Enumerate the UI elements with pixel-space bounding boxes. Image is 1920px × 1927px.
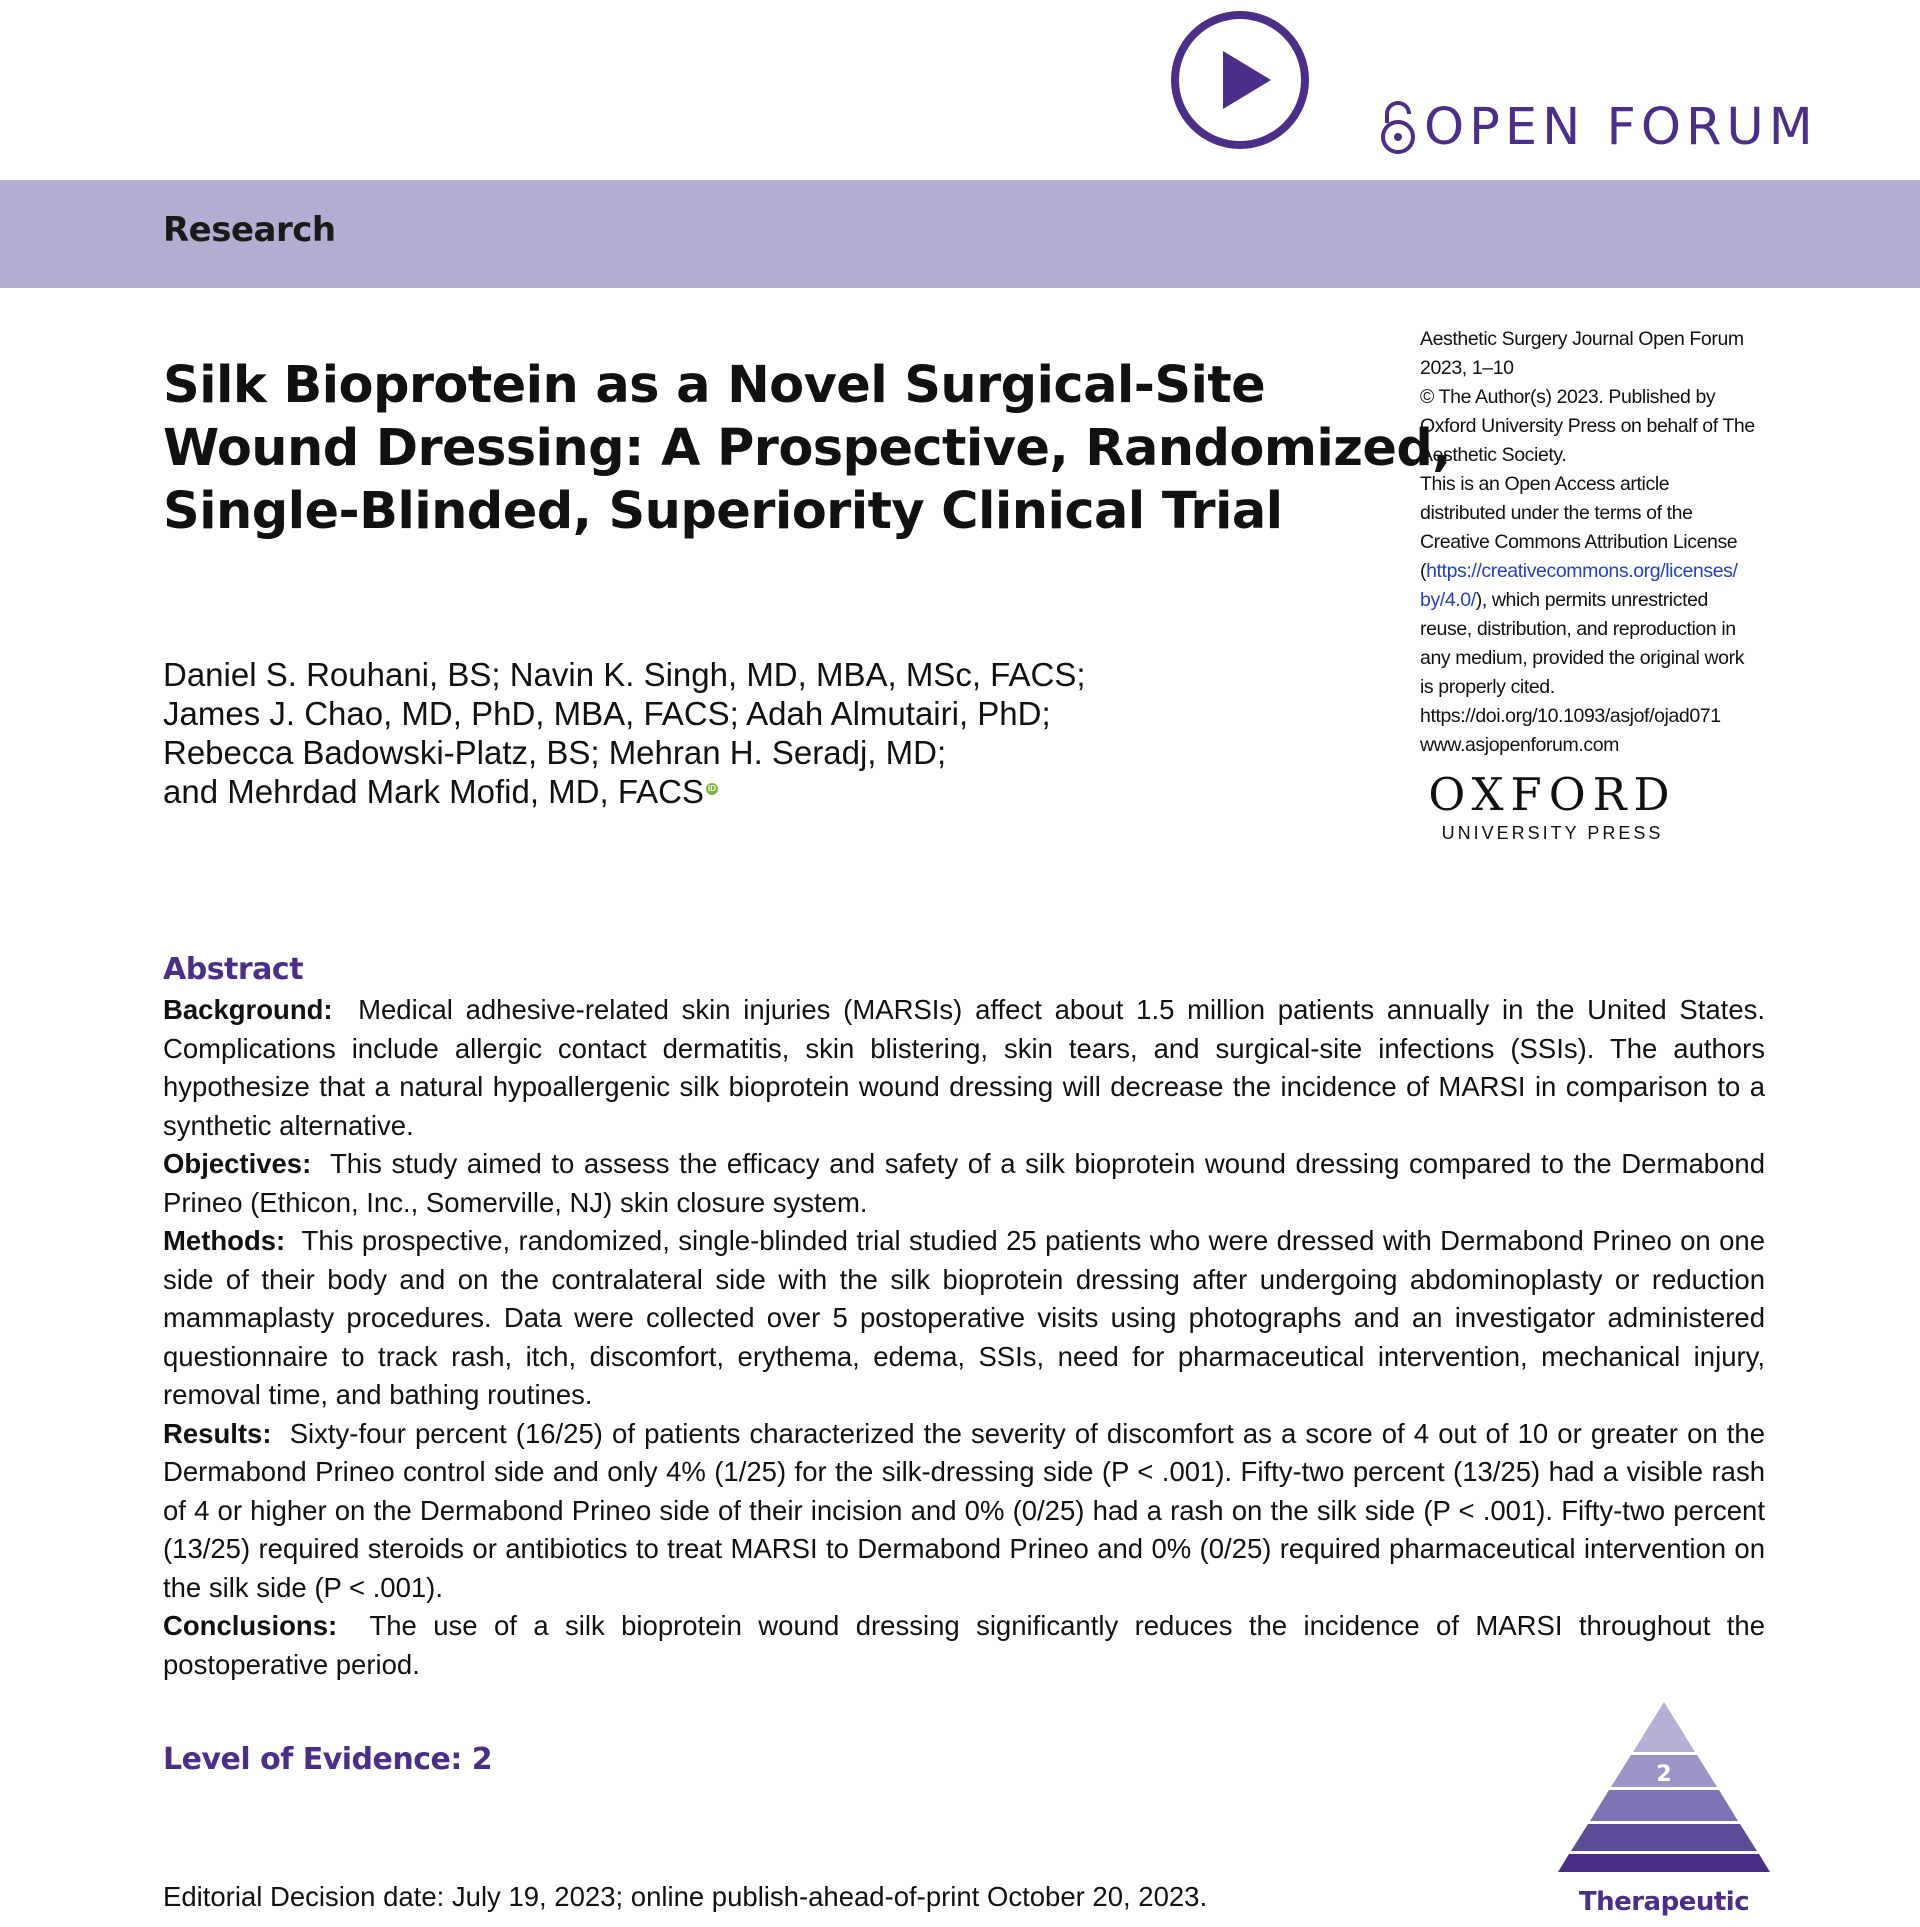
oxford-logo bbox=[1420, 770, 1685, 844]
author-line: James J. Chao, MD, PhD, MBA, FACS; Adah Almutairi, PhD; bbox=[163, 695, 1051, 732]
license-line: distributed under the terms of the bbox=[1420, 502, 1693, 524]
results-text: Sixty-four percent (16/25) of patients characterized the severity of discomfort as a score of 4 out of 10 or greater on the Dermabond Prineo control side and only 4% (1/25) for the silk-dressing side (P < .001). Fifty-two percent (13/25) had a visible rash of 4 or higher on the Dermabond Prineo side of their incision and 0% (0/25) had a rash on the silk side (P < .001). Fifty-two percent (13/25) required steroids or antibiotics to treat MARSI to Dermabond Prineo and 0% (0/25) required pharmaceutical intervention on the silk side (P < .001). bbox=[163, 1417, 1765, 1603]
copyright-line: Oxford University Press on behalf of The bbox=[1420, 415, 1755, 437]
license-line: This is an Open Access article bbox=[1420, 473, 1670, 495]
author-line: and Mehrdad Mark Mofid, MD, FACS bbox=[163, 773, 705, 810]
abstract-body bbox=[163, 991, 1765, 1684]
abstract-methods bbox=[163, 1222, 1765, 1415]
orcid-icon[interactable]: iD bbox=[708, 784, 717, 793]
abstract-objectives bbox=[163, 1145, 1765, 1222]
level-of-evidence: Level of Evidence: 2 bbox=[163, 1742, 493, 1777]
journal-volume: 2023, 1–10 bbox=[1420, 357, 1514, 379]
publisher-name: OXFORD bbox=[1428, 768, 1677, 821]
section-label: Research bbox=[163, 210, 336, 250]
title-line: Wound Dressing: A Prospective, Randomized, bbox=[163, 419, 1452, 478]
play-icon[interactable] bbox=[1168, 8, 1312, 152]
objectives-text: This study aimed to assess the efficacy and safety of a silk bioprotein wound dressing compared to the Dermabond Prineo (Ethicon, Inc., Somerville, NJ) skin closure system. bbox=[163, 1148, 1765, 1218]
author-line: Daniel S. Rouhani, BS; Navin K. Singh, MD, MBA, MSc, FACS; bbox=[163, 656, 1086, 693]
license-line: Creative Commons Attribution License bbox=[1420, 531, 1738, 553]
license-line: reuse, distribution, and reproduction in bbox=[1420, 618, 1736, 640]
title-line: Single-Blinded, Superiority Clinical Trial bbox=[163, 482, 1283, 541]
publisher-subtitle: UNIVERSITY PRESS bbox=[1441, 823, 1664, 843]
author-list bbox=[163, 655, 1383, 811]
doi-link[interactable]: https://doi.org/10.1093/asjof/ojad071 bbox=[1420, 705, 1721, 727]
brand-text: OPEN FORUM bbox=[1424, 97, 1818, 157]
section-band bbox=[0, 180, 1920, 288]
pyramid-tier-1 bbox=[1633, 1702, 1695, 1752]
evidence-category: Therapeutic bbox=[1578, 1887, 1750, 1917]
results-label: Results: bbox=[163, 1417, 272, 1449]
license-link[interactable]: https://creativecommons.org/licenses/ bbox=[1426, 560, 1738, 582]
license-paren: ( bbox=[1420, 560, 1427, 582]
background-text: Medical adhesive-related skin injuries (MARSIs) affect about 1.5 million patients annually in the United States. Complications include allergic contact dermatitis, skin blistering, skin tears, and surgical-site infections (SSIs). The authors hypothesize that a natural hypoallergenic silk bioprotein wound dressing will decrease the incidence of MARSI in comparison to a synthetic alternative. bbox=[163, 994, 1765, 1141]
abstract-heading: Abstract bbox=[163, 952, 304, 987]
license-line bbox=[1420, 557, 1820, 586]
conclusions-label: Conclusions: bbox=[163, 1610, 338, 1641]
pyramid-level: 2 bbox=[1656, 1762, 1672, 1787]
methods-text: This prospective, randomized, single-blinded trial studied 25 patients who were dressed with Dermabond Prineo on one side of their body and on the contralateral side with the silk bioprotein dressing after undergoing abdominoplasty or reduction mammaplasty procedures. Data were collected over 5 postoperative visits using photographs and an investigator administered questionnaire to track rash, itch, discomfort, erythema, edema, SSIs, need for pharmaceutical intervention, mechanical injury, removal time, and bathing routines. bbox=[163, 1225, 1765, 1410]
open-forum-logo bbox=[1378, 92, 1818, 162]
title-line: Silk Bioprotein as a Novel Surgical-Site bbox=[163, 356, 1266, 415]
pyramid-tier-3 bbox=[1590, 1790, 1738, 1821]
objectives-label: Objectives: bbox=[163, 1148, 312, 1179]
copyright-line: © The Author(s) 2023. Published by bbox=[1420, 386, 1716, 408]
open-lock-icon bbox=[1378, 99, 1418, 155]
pyramid-tier-4 bbox=[1571, 1824, 1757, 1851]
copyright-line: Aesthetic Society. bbox=[1420, 444, 1567, 466]
website-link[interactable]: www.asjopenforum.com bbox=[1420, 734, 1619, 756]
editorial-decision: Editorial Decision date: July 19, 2023; online publish-ahead-of-print October 20, 2023. bbox=[163, 1881, 1208, 1912]
license-link-cont[interactable]: by/4.0/ bbox=[1420, 589, 1476, 611]
publication-info bbox=[1420, 325, 1820, 760]
pyramid-tier-5 bbox=[1558, 1854, 1770, 1872]
background-label: Background: bbox=[163, 994, 333, 1025]
license-text: ), which permits unrestricted bbox=[1475, 589, 1708, 611]
abstract-results bbox=[163, 1415, 1765, 1608]
abstract-conclusions bbox=[163, 1607, 1765, 1684]
author-line-last bbox=[163, 772, 1383, 811]
journal-name: Aesthetic Surgery Journal Open Forum bbox=[1420, 328, 1744, 350]
author-line: Rebecca Badowski-Platz, BS; Mehran H. Seradj, MD; bbox=[163, 734, 947, 771]
conclusions-text: The use of a silk bioprotein wound dressing significantly reduces the incidence of MARSI throughout the postoperative period. bbox=[163, 1610, 1765, 1680]
article-title bbox=[163, 354, 1452, 543]
methods-label: Methods: bbox=[163, 1225, 286, 1256]
license-line: is properly cited. bbox=[1420, 676, 1555, 698]
license-line bbox=[1420, 586, 1820, 615]
abstract-background bbox=[163, 991, 1765, 1145]
license-line: any medium, provided the original work bbox=[1420, 647, 1745, 669]
